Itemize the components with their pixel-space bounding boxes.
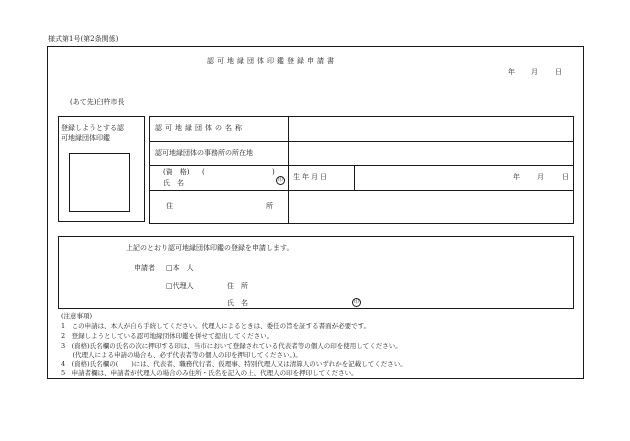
applicant-agent-checkbox[interactable]: □代理人: [166, 282, 194, 290]
rep-address-label-2: 所: [266, 202, 273, 210]
note-item: 3 (資格)氏名欄の氏名の次に押印する印は、当市において登録されている代表者等の個人の印を使用してください。: [61, 342, 402, 350]
birth-date-field[interactable]: [356, 167, 572, 188]
agent-address-label: 住 所: [227, 282, 248, 290]
applicant-label: 申請者: [134, 264, 155, 272]
agent-name-label: 氏 名: [227, 299, 248, 307]
rep-name-label: 氏 名: [163, 179, 184, 187]
agent-address-field[interactable]: [255, 280, 555, 292]
birth-day-label: 日: [562, 173, 569, 181]
note-item: 2 登録しようとしている認可地縁団体印鑑を併せて提出してください。: [61, 332, 274, 340]
agent-name-field[interactable]: [255, 297, 347, 307]
org-name-field[interactable]: [290, 118, 572, 139]
date-day-label: 日: [555, 68, 562, 76]
birth-month-label: 月: [537, 173, 544, 181]
rep-address-label-1: 住: [166, 202, 173, 210]
birth-year-label: 年: [513, 173, 520, 181]
notes-heading: (注意事項): [61, 312, 93, 320]
rep-address-field[interactable]: [290, 192, 572, 222]
date-year-label: 年: [508, 68, 515, 76]
birth-date-label: 生年月日: [293, 173, 329, 181]
org-address-label: 認可地縁団体の事務所の所在地: [155, 149, 253, 157]
org-name-label: 認可地縁団体の名称: [155, 124, 245, 132]
note-item: 4 (資格)氏名欄の( )には、代表者、職務代行者、仮理事、特別代理人又は清算人のいずれかを記載してください。: [61, 360, 407, 368]
application-statement: 上記のとおり認可地縁団体印鑑の登録を申請します。: [126, 244, 294, 252]
date-month-label: 月: [531, 68, 538, 76]
seal-impression-area[interactable]: [69, 153, 130, 212]
note-item: 5 申請者欄は、申請者が代理人の場合のみ住所・氏名を記入の上、代理人の印を押印してください。: [61, 369, 358, 377]
org-address-field[interactable]: [290, 143, 572, 164]
form-title: 認可地縁団体印鑑登録申請書: [207, 57, 337, 65]
rep-title-label: (資 格): [163, 168, 190, 176]
addressee: (あて先)臼杵市長: [70, 98, 125, 106]
form-label: 様式第1号(第2条関係): [48, 35, 119, 43]
seal-box-label-line2: 可地縁団体印鑑: [61, 134, 110, 142]
rep-title-paren-open: (: [202, 168, 205, 176]
seal-box-label-line1: 登録しようとする認: [61, 124, 124, 132]
note-item: 1 この申請は、本人が自ら手続してください。代理人によるときは、委任の旨を証する書面が必要です。: [61, 322, 371, 330]
rep-title-field[interactable]: [207, 167, 270, 177]
agent-seal-mark-icon: 印: [353, 299, 359, 305]
rep-title-paren-close: ): [272, 168, 275, 176]
note-item: (代理人による申請の場合も、必ず代表者等の個人の印を押印してください。)。: [66, 351, 302, 359]
rep-seal-mark-icon: 印: [277, 177, 283, 183]
applicant-self-checkbox[interactable]: □本 人: [166, 264, 194, 272]
